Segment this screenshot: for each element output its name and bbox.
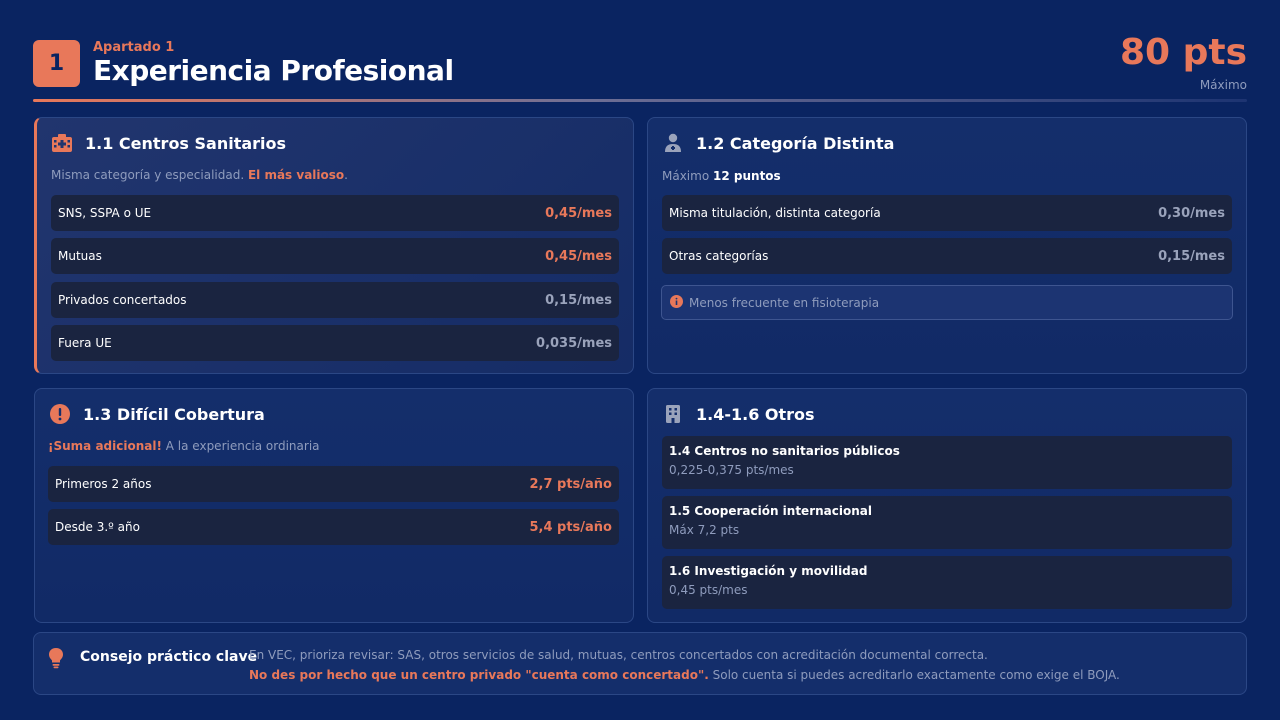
- rate-label: Primeros 2 años: [55, 477, 152, 491]
- item-title: 1.4 Centros no sanitarios públicos: [669, 444, 900, 458]
- card-categoria-distinta: [647, 117, 1247, 374]
- note-text: Menos frecuente en fisioterapia: [689, 295, 880, 310]
- rate-value: 2,7 pts/año: [529, 476, 612, 492]
- rate-label: Privados concertados: [58, 293, 187, 307]
- rate-label: Otras categorías: [669, 249, 769, 263]
- card-subtitle: Misma categoría y especialidad. El más valioso.: [51, 168, 348, 182]
- page-title: Experiencia Profesional: [93, 54, 454, 87]
- max-points-label: Máximo: [1199, 78, 1247, 92]
- card-title: 1.1 Centros Sanitarios: [85, 133, 287, 153]
- rate-row: [662, 195, 1232, 231]
- hospital-icon: [51, 132, 73, 154]
- section-number-badge: 1: [33, 40, 80, 87]
- rate-value: 0,15/mes: [545, 292, 612, 308]
- highlight-text: El más valioso: [247, 168, 345, 182]
- tip-banner: [33, 632, 1247, 695]
- tip-text: En VEC, prioriza revisar: SAS, otros servicios de salud, mutuas, centros concertados con acreditación documental correcta.: [249, 648, 988, 662]
- rate-label: Desde 3.º año: [55, 520, 140, 534]
- list-item: [662, 496, 1232, 549]
- highlight-text: ¡Suma adicional!: [48, 439, 162, 453]
- max-points-text: 12 puntos: [713, 169, 781, 183]
- rate-value: 0,035/mes: [536, 335, 612, 351]
- rate-label: Misma titulación, distinta categoría: [669, 206, 881, 220]
- header-divider: [33, 99, 1247, 102]
- rate-row: [48, 509, 619, 545]
- card-otros: [647, 388, 1247, 623]
- section-kicker: Apartado 1: [93, 40, 175, 55]
- rate-row: [48, 466, 619, 502]
- rate-row: [51, 238, 619, 274]
- list-item: [662, 556, 1232, 609]
- tip-warning: No des por hecho que un centro privado "cuenta como concertado". Solo cuenta si puedes acreditarlo exactamente como exige el BOJA.: [249, 668, 1120, 682]
- item-value: 0,225-0,375 pts/mes: [669, 463, 794, 477]
- item-title: 1.5 Cooperación internacional: [669, 504, 872, 518]
- item-value: 0,45 pts/mes: [669, 583, 748, 597]
- info-note: [661, 285, 1233, 320]
- rate-row: [51, 195, 619, 231]
- tip-title: Consejo práctico clave: [80, 649, 258, 665]
- doctor-icon: [662, 132, 684, 154]
- rate-row: [662, 238, 1232, 274]
- card-title: 1.4-1.6 Otros: [696, 404, 815, 424]
- rate-label: Fuera UE: [58, 336, 112, 350]
- max-points: 80 pts: [1119, 32, 1247, 73]
- item-title: 1.6 Investigación y movilidad: [669, 564, 868, 578]
- card-dificil-cobertura: [34, 388, 634, 623]
- rate-row: [51, 282, 619, 318]
- alert-icon: [49, 403, 71, 425]
- rate-value: 0,30/mes: [1158, 205, 1225, 221]
- info-icon: [670, 293, 683, 312]
- card-centros-sanitarios: [34, 117, 634, 374]
- list-item: [662, 436, 1232, 489]
- rate-value: 5,4 pts/año: [529, 519, 612, 535]
- card-title: 1.3 Difícil Cobertura: [83, 404, 265, 424]
- building-icon: [662, 403, 684, 425]
- section-header: [33, 32, 1247, 104]
- card-title: 1.2 Categoría Distinta: [696, 133, 895, 153]
- rate-value: 0,45/mes: [545, 248, 612, 264]
- rate-row: [51, 325, 619, 361]
- card-subtitle: ¡Suma adicional! A la experiencia ordinaria: [48, 439, 320, 453]
- warning-text: No des por hecho que un centro privado "cuenta como concertado".: [249, 668, 709, 682]
- card-subtitle: Máximo 12 puntos: [662, 169, 781, 183]
- rate-label: SNS, SSPA o UE: [58, 206, 152, 220]
- lightbulb-icon: [48, 647, 64, 673]
- rate-label: Mutuas: [58, 249, 102, 263]
- rate-value: 0,45/mes: [545, 205, 612, 221]
- rate-value: 0,15/mes: [1158, 248, 1225, 264]
- item-value: Máx 7,2 pts: [669, 523, 740, 537]
